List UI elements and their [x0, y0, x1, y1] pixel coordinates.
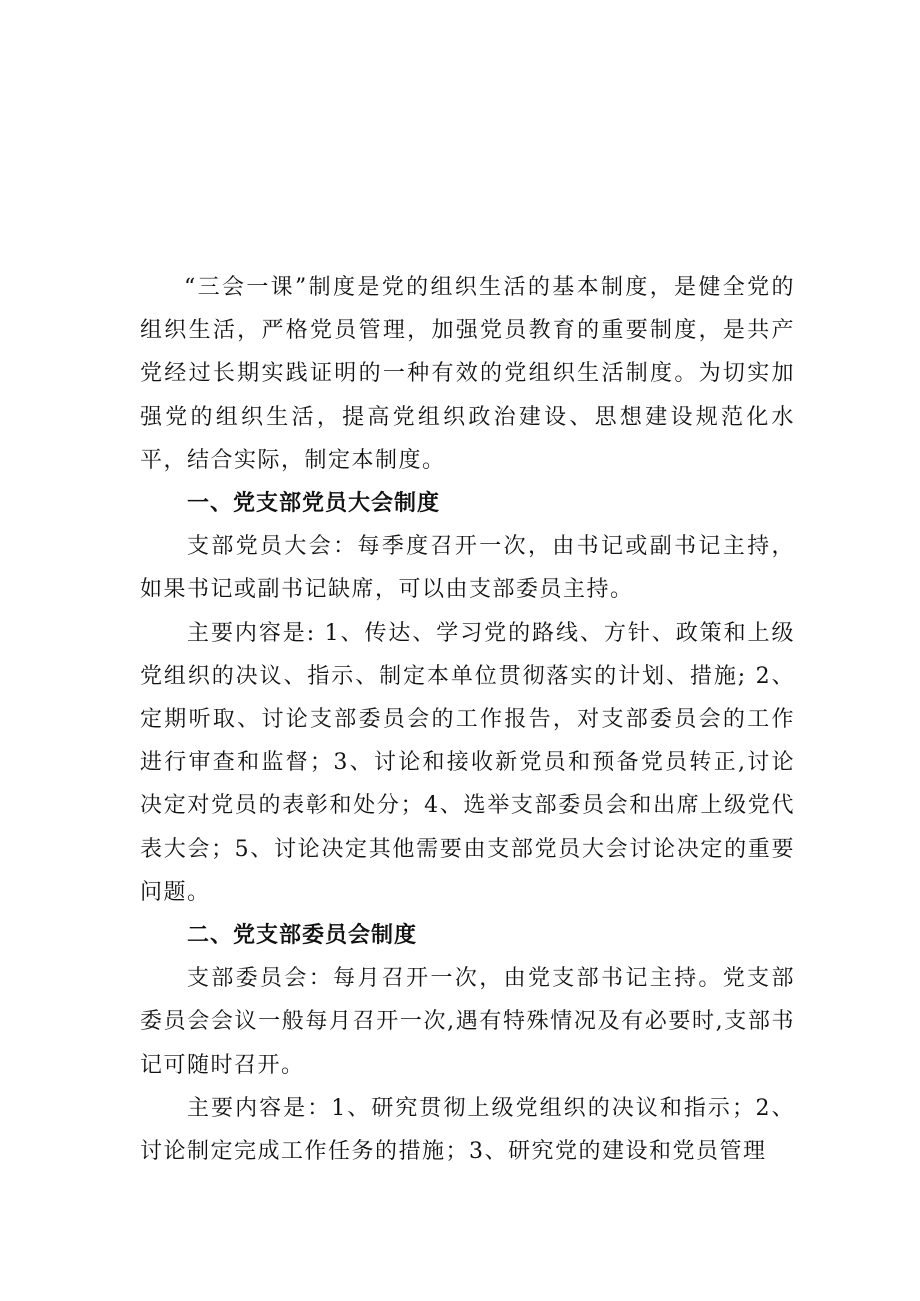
section-heading: 一、党支部党员大会制度 [187, 491, 441, 517]
section-party-member-congress [140, 482, 795, 914]
paragraph: 支部党员大会：每季度召开一次，由书记或副书记主持，如果书记或副书记缺席，可以由支部委员主持。 [140, 534, 795, 603]
section-branch-committee [140, 914, 795, 1173]
document-page [140, 266, 795, 1173]
paragraph: 主要内容是：1、研究贯彻上级党组织的决议和指示；2、讨论制定完成工作任务的措施；3、研究党的建设和党员管理 [140, 1095, 795, 1165]
paragraph: 主要内容是: 1、传达、学习党的路线、方针、政策和上级党组织的决议、指示、制定本单位贯彻落实的计划、措施; 2、定期听取、讨论支部委员会的工作报告，对支部委员会的工作进行审查和监督；3、讨论和接收新党员和预备党员转正,讨论决定对党员的表彰和处分；4、选举支部委员会和出席上级党代表大会；5、讨论决定其他需要由支部党员大会讨论决定的重要问题。 [140, 620, 795, 905]
intro-paragraph: “三会一课”制度是党的组织生活的基本制度，是健全党的组织生活，严格党员管理，加强党员教育的重要制度，是共产党经过长期实践证明的一种有效的党组织生活制度。为切实加强党的组织生活，提高党组织政治建设、思想建设规范化水平，结合实际，制定本制度。 [140, 275, 795, 473]
section-heading: 二、党支部委员会制度 [187, 923, 418, 949]
paragraph: 支部委员会：每月召开一次，由党支部书记主持。党支部委员会会议一般每月召开一次,遇有特殊情况及有必要时,支部书记可随时召开。 [140, 966, 795, 1078]
